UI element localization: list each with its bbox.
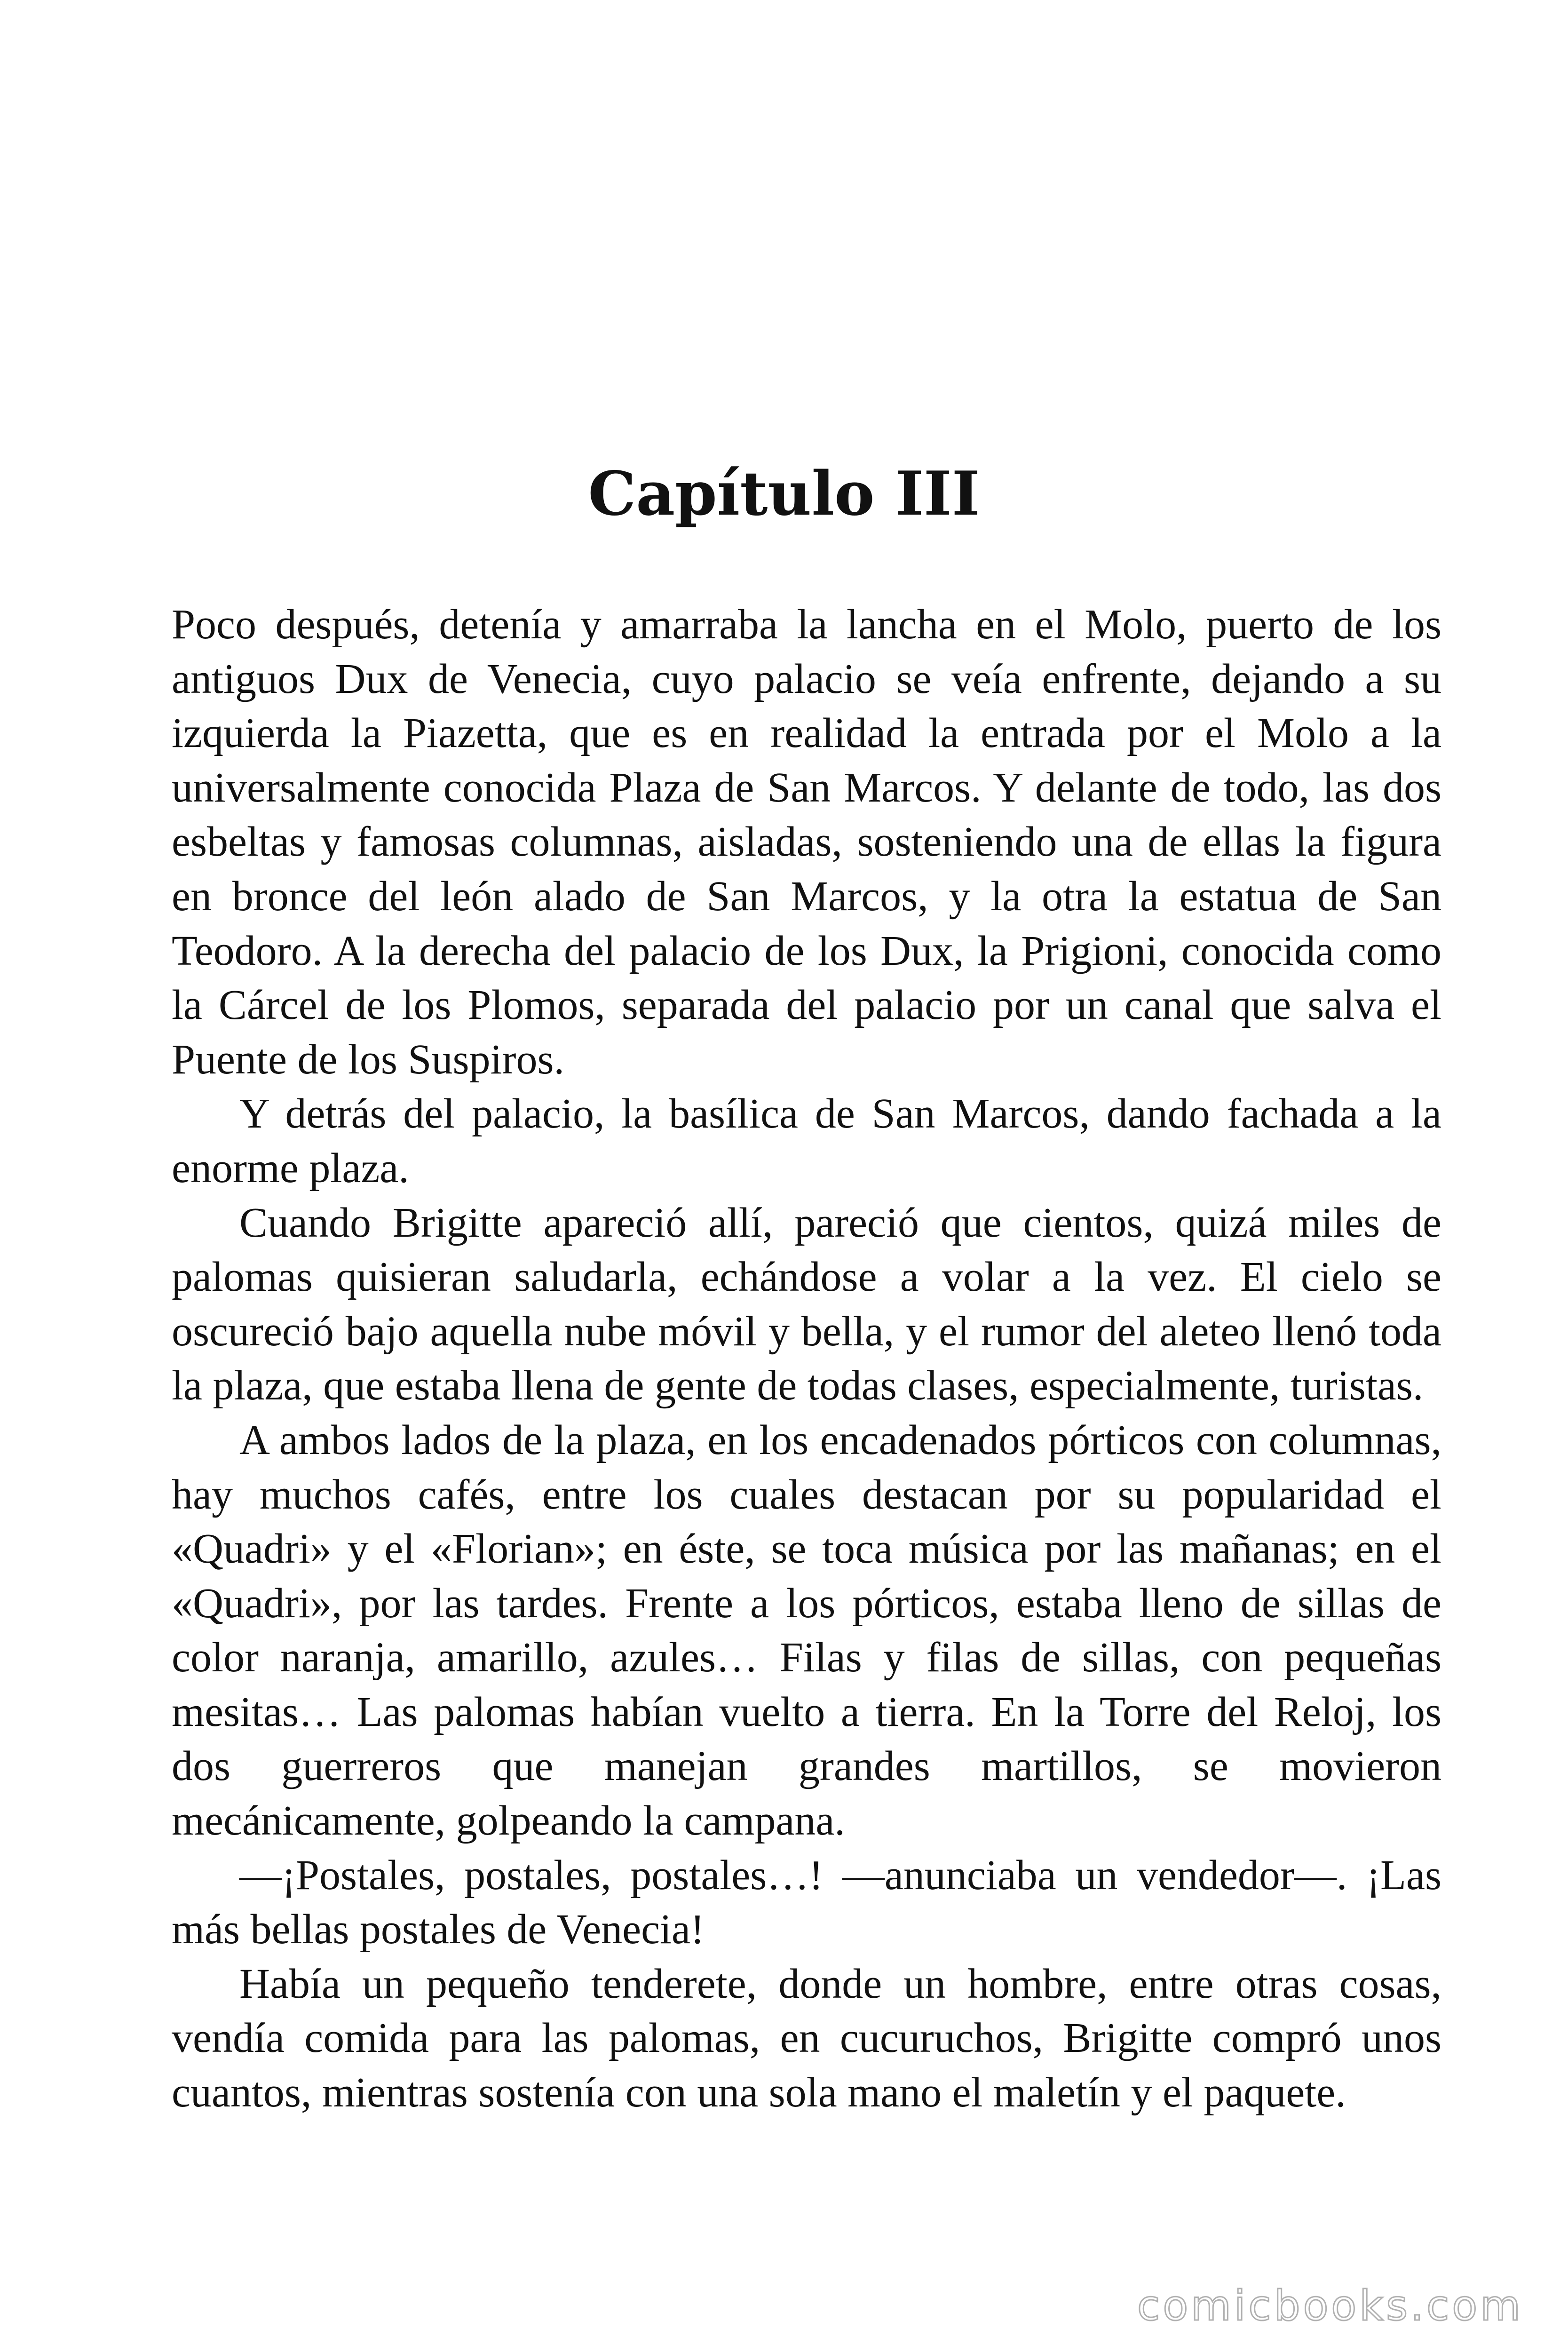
body-text: [172, 597, 1441, 2120]
paragraph: Había un pequeño tenderete, donde un hombre, entre otras cosas, vendía comida para las palomas, en cucuruchos, Brigitte compró unos cuantos, mientras sostenía con una sola mano el maletín y el paquete.: [172, 1960, 1441, 2116]
paragraph: Y detrás del palacio, la basílica de San Marcos, dando fachada a la enorme plaza.: [172, 1090, 1441, 1192]
paragraph: Cuando Brigitte apareció allí, pareció que cientos, quizá miles de palomas quisieran saludarla, echándose a volar a la vez. El cielo se oscureció bajo aquella nube móvil y bella, y el rumor del aleteo llenó toda la plaza, que estaba llena de gente de todas clases, especialmente, turistas.: [172, 1199, 1441, 1409]
paragraph: Poco después, detenía y amarraba la lancha en el Molo, puerto de los antiguos Dux de Venecia, cuyo palacio se veía enfrente, dejando a su izquierda la Piazetta, que es en realidad la entrada por el Molo a la universalmente conocida Plaza de San Marcos. Y delante de todo, las dos esbeltas y famosas columnas, aisladas, sosteniendo una de ellas la figura en bronce del león alado de San Marcos, y la otra la estatua de San Teodoro. A la derecha del palacio de los Dux, la Prigioni, conocida como la Cárcel de los Plomos, separada del palacio por un canal que salva el Puente de los Suspiros.: [172, 601, 1441, 1083]
watermark: comicbooks.com: [1137, 2281, 1523, 2330]
chapter-title: Capítulo III: [588, 459, 980, 529]
paragraph: —¡Postales, postales, postales…! —anunciaba un vendedor—. ¡Las más bellas postales de Venecia!: [172, 1851, 1441, 1953]
paragraph: A ambos lados de la plaza, en los encadenados pórticos con columnas, hay muchos cafés, entre los cuales destacan por su popularidad el «Quadri» y el «Florian»; en éste, se toca música por las mañanas; en el «Quadri», por las tardes. Frente a los pórticos, estaba lleno de sillas de color naranja, amarillo, azules… Filas y filas de sillas, con pequeñas mesitas… Las palomas habían vuelto a tierra. En la Torre del Reloj, los dos guerreros que manejan grandes martillos, se movieron mecánicamente, golpeando la campana.: [172, 1416, 1441, 1844]
